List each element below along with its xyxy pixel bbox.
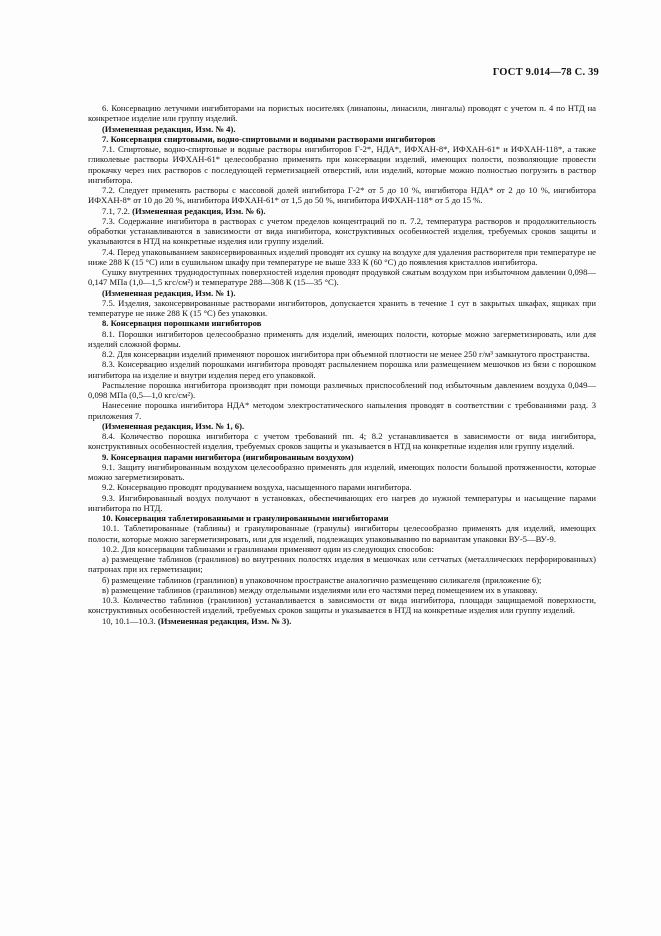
paragraph: а) размещение таблинов (гранлинов) во внутренних полостях изделия в мешочках или сетчатых (металлических перфорированных) патронах при их герметизации; [88, 554, 596, 575]
document-body [88, 103, 596, 626]
paragraph: 9.1. Защиту ингибированным воздухом целесообразно применять для изделий, имеющих полости большой протяженности, которые можно загерметизировать. [88, 461, 596, 482]
paragraph: 7.3. Содержание ингибитора в растворах с учетом пределов концентраций по п. 7.2, температура растворов и продолжительность обработки устанавливаются в зависимости от вида ингибитора, конструктивных особенностей изделия, требуемых сроков защиты и указываются в НТД на конкретные изделия или группу изделий. [88, 215, 596, 247]
section-heading: 10. Консервация таблетированными и гранулированными ингибиторами [102, 513, 389, 523]
paragraph: 10.2. Для консервации таблинами и гранлинами применяют один из следующих способов: [102, 543, 434, 554]
paragraph: 10.3. Количество таблинов (гранлинов) устанавливается в зависимости от вида ингибитора, площади защищаемой поверхности, конструктивных особенностей изделий, требуемых сроков защиты и указывается в НТД на конкретные изделия или группу изделий. [88, 595, 596, 616]
paragraph: 10.1. Таблетированные (таблины) и гранулированные (гранулы) ингибиторы целесообразно применять для изделий, имеющих полости, которые можно загерметизировать, или для изделий, подлежащих упаковыванию по вариантам упаковки ВУ-5—ВУ-9. [88, 523, 596, 544]
paragraph: Нанесение порошка ингибитора НДА* методом электростатического напыления проводят в соответствии с требованиями разд. 3 приложения 7. [88, 400, 596, 421]
section-heading: 9. Консервация парами ингибитора (ингибированным воздухом) [102, 451, 354, 462]
paragraph: 6. Консервацию летучими ингибиторами на пористых носителях (линапоны, линасили, лингалы) проводят с учетом п. 4 по НТД на конкретное изделие или группу изделий. [88, 103, 596, 124]
paragraph: 9.3. Ингибированный воздух получают в установках, обеспечивающих его нагрев до нужной температуры и насыщение парами ингибитора по НТД. [88, 492, 596, 513]
paragraph: 8.4. Количество порошка ингибитора с учетом требований пп. 4; 8.2 устанавливается в зависимости от вида ингибитора, конструктивных особенностей изделия, требуемых сроков защиты и указывается в НТД на конкретные изделия или группу изделий. [88, 431, 596, 452]
paragraph: 7.1. Спиртовые, водно-спиртовые и водные растворы ингибиторов Г-2*, НДА*, ИФХАН-8*, ИФХАН-61* и ИФХАН-118*, а также гликолевые растворы ИФХАН-61* целесообразно применять при консервации изделий, имеющих полости, позволяющие провести прокачку через них растворов с последующей герметизацией отверстий, или изделий, которые можно полностью погрузить в раствор ингибитора. [88, 144, 596, 185]
section-heading: (Измененная редакция, Изм. № 1, 6). [102, 420, 245, 431]
paragraph: 10, 10.1—10.3. (Измененная редакция, Изм. № 3). [102, 615, 292, 626]
amendment-note: (Измененная редакция, Изм. № 3). [157, 615, 292, 626]
paragraph: 7.2. Следует применять растворы с массовой долей ингибитора Г-2* от 5 до 10 %, ингибитора НДА* от 2 до 10 %, ингибитора ИФХАН-8* от 10 до 20 %, ингибитора ИФХАН-61* от 1,5 до 50 %, ингибитора ИФХАН-118* от 5 до 15 %. [88, 185, 596, 206]
section-heading: (Измененная редакция, Изм. № 4). [102, 123, 236, 134]
paragraph: 7.1, 7.2. (Измененная редакция, Изм. № 6). [102, 205, 266, 216]
paragraph: 8.1. Порошки ингибиторов целесообразно применять для изделий, имеющих полости, которые можно загерметизировать, или для изделий сложной формы. [88, 328, 596, 349]
paragraph: Распыление порошка ингибитора производят при помощи различных приспособлений под избыточным давлением воздуха 0,049—0,098 МПа (0,5—1,0 кгс/см²). [88, 379, 596, 400]
paragraph: Сушку внутренних труднодоступных поверхностей изделия проводят продувкой сжатым воздухом при избыточном давлении 0,098—0,147 МПа (1,0—1,5 кгс/см²) и температуре 288—308 К (15—35 °С). [88, 267, 596, 288]
paragraph: 9.2. Консервацию проводят продуванием воздуха, насыщенного парами ингибитора. [102, 482, 412, 493]
amendment-note: (Измененная редакция, Изм. № 6). [132, 205, 266, 216]
section-heading: 7. Консервация спиртовыми, водно-спиртовыми и водными растворами ингибиторов [102, 133, 436, 144]
paragraph: б) размещение таблинов (гранлинов) в упаковочном пространстве аналогично размещению силикагеля (приложение 6); [102, 574, 542, 585]
paragraph: 7.4. Перед упаковыванием законсервированных изделий проводят их сушку на воздухе для удаления растворителя при температуре не ниже 288 К (15 °С) или в сушильном шкафу при температуре не выше 333 К (60 °С) до появления кристаллов ингибитора. [88, 246, 596, 267]
page-header: ГОСТ 9.014—78 С. 39 [492, 67, 599, 78]
section-heading: 8. Консервация порошками ингибиторов [102, 318, 262, 329]
paragraph: 7.5. Изделия, законсервированные растворами ингибиторов, допускается хранить в течение 1 сут в закрытых шкафах, ящиках при температуре не ниже 288 К (15 °С) без упаковки. [88, 297, 596, 318]
paragraph: 8.3. Консервацию изделий порошками ингибитора проводят распылением порошка или размещением мешочков из бязи с порошком ингибитора на изделие и внутри изделия перед его упаковкой. [88, 359, 596, 380]
section-heading: (Измененная редакция, Изм. № 1). [102, 287, 236, 298]
paragraph: 8.2. Для консервации изделий применяют порошок ингибитора при объемной плотности не менее 250 г/м³ замкнутого пространства. [102, 349, 590, 359]
paragraph: в) размещение таблинов (гранлинов) между отдельными изделиями или его частями перед помещением их в упаковку. [102, 584, 538, 595]
